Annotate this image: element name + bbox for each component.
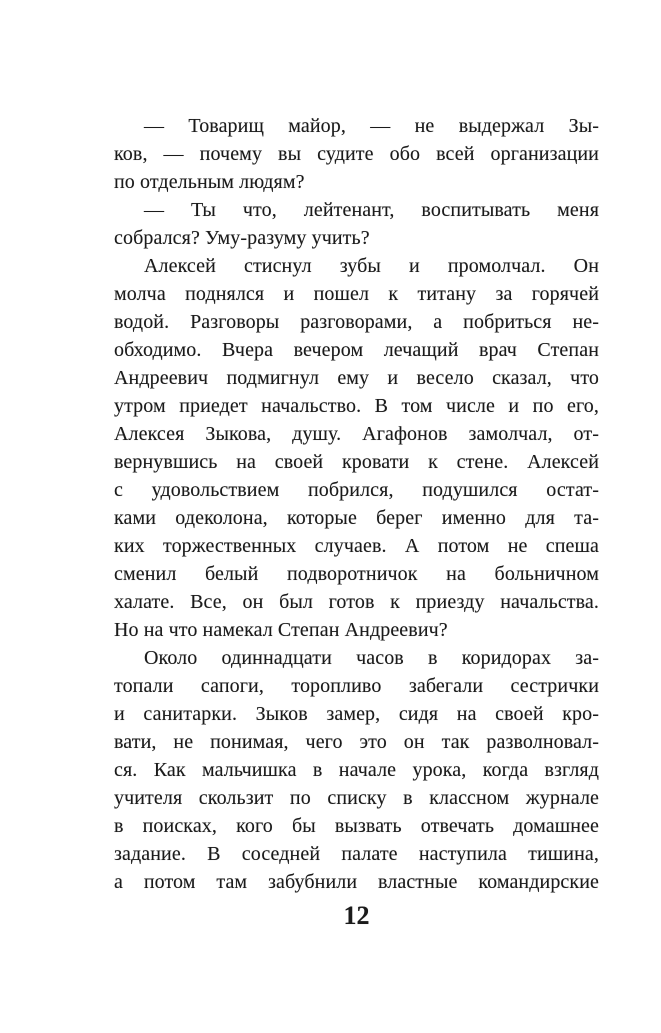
text-line: а потом там забубнили властные командирские [114,871,599,893]
page-number: 12 [343,901,370,930]
text-line: обходимо. Вчера вечером лечащий врач Степан [114,339,599,361]
text-line: — Ты что, лейтенант, воспитывать меня [144,199,599,221]
text-line: ков, — почему вы судите обо всей организации [114,143,599,165]
text-line: учителя скользит по списку в классном журнале [114,787,599,809]
text-line: Около одиннадцати часов в коридорах за- [144,647,599,669]
text-line: утром приедет начальство. В том числе и по его, [114,395,599,417]
text-line: в поисках, кого бы вызвать отвечать домашнее [114,815,599,837]
text-line: собрался? Уму-разуму учить? [114,227,370,249]
text-line: Но на что намекал Степан Андреевич? [114,619,448,641]
text-line: молча поднялся и пошел к титану за горячей [114,283,599,305]
text-line: водой. Разговоры разговорами, а побриться не- [114,311,599,333]
text-line: — Товарищ майор, — не выдержал Зы- [144,115,599,137]
text-line: задание. В соседней палате наступила тишина, [114,843,599,865]
text-line: с удовольствием побрился, подушился остат- [114,479,599,501]
text-line: по отдельным людям? [114,171,305,193]
text-line: Алексей стиснул зубы и промолчал. Он [144,255,599,277]
text-line: ких торжественных случаев. А потом не спеша [114,535,599,557]
text-line: ками одеколона, которые берег именно для та- [114,507,599,529]
text-line: и санитарки. Зыков замер, сидя на своей кро- [114,703,599,725]
text-line: халате. Все, он был готов к приезду начальства. [114,591,599,613]
text-line: Алексея Зыкова, душу. Агафонов замолчал, от- [114,423,599,445]
text-line: вати, не понимая, чего это он так разволновал- [114,731,599,753]
page-text-block [114,112,599,896]
text-line: сменил белый подворотничок на больничном [114,563,599,585]
text-line: вернувшись на своей кровати к стене. Алексей [114,451,599,473]
text-line: ся. Как мальчишка в начале урока, когда взгляд [114,759,599,781]
text-line: топали сапоги, торопливо забегали сестрички [114,675,599,697]
text-line: Андреевич подмигнул ему и весело сказал, что [114,367,599,389]
